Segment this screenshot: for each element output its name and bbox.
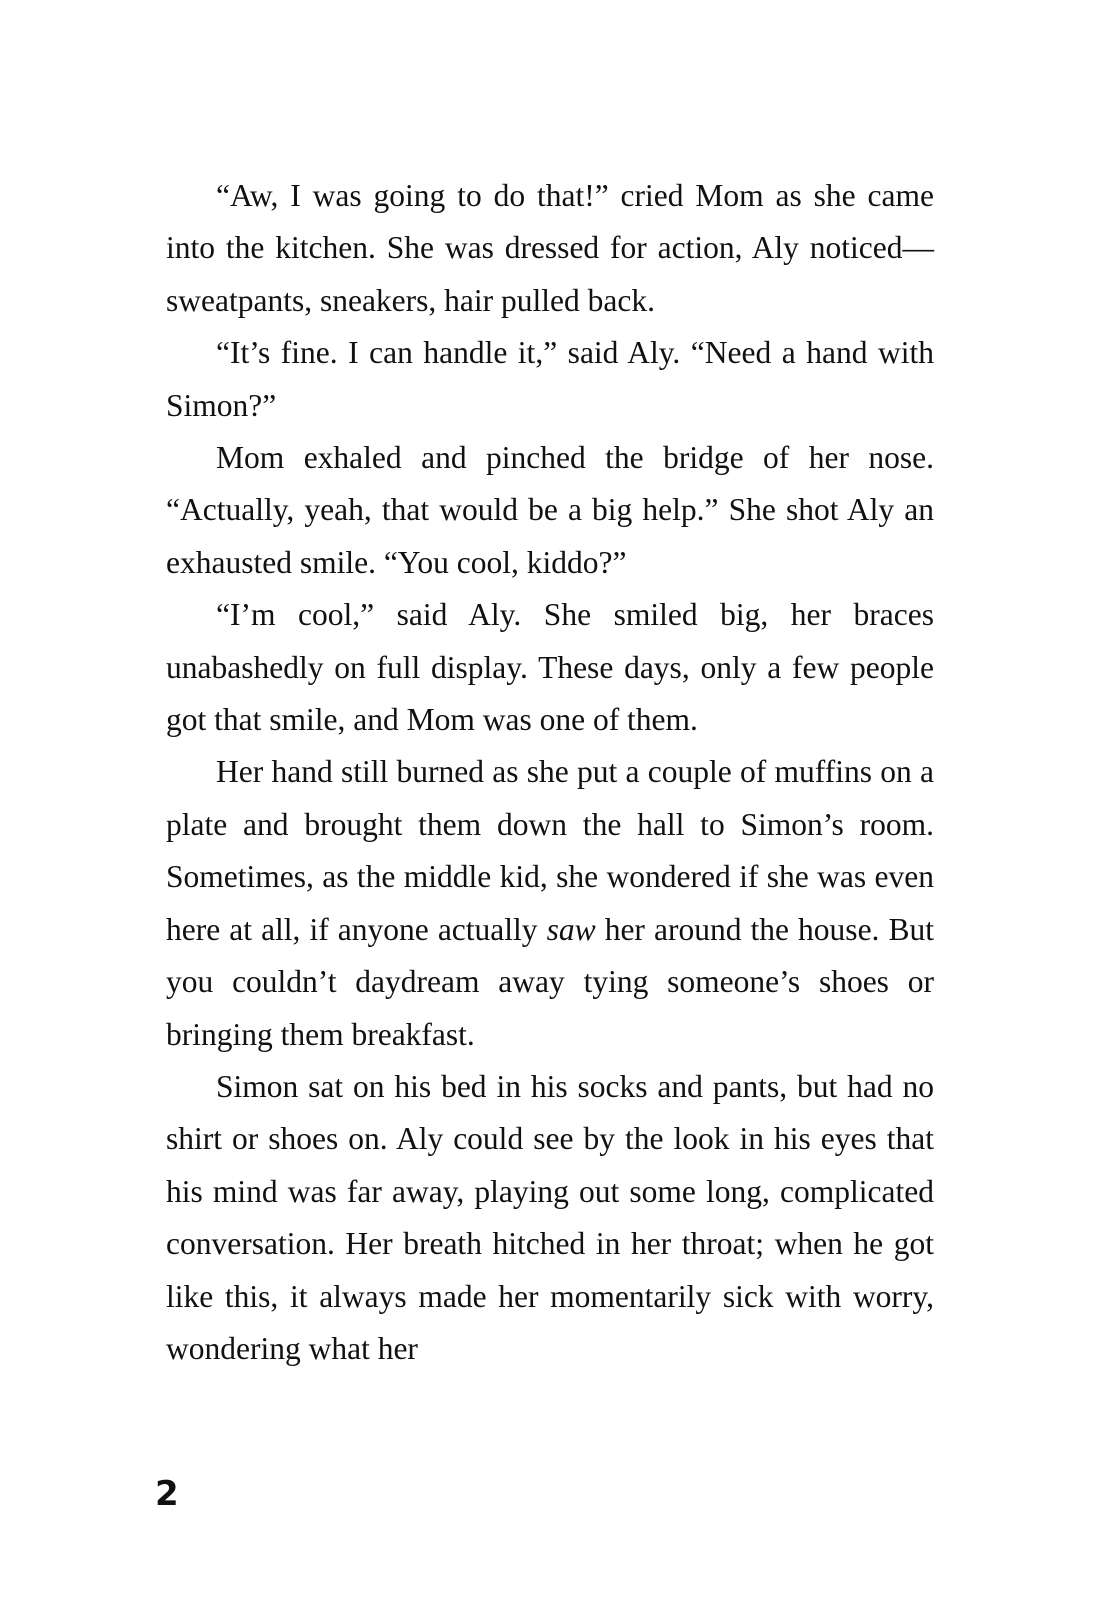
paragraph: Simon sat on his bed in his socks and pants, but had no shirt or shoes on. Aly could see by the look in his eyes that his mind was far away, playing out some long, complicated conversation. Her breath hitched in her throat; when he got like this, it always made her momentarily sick with worry, wondering what her — [166, 1068, 934, 1366]
paragraph: “I’m cool,” said Aly. She smiled big, her braces unabashedly on full display. These days, only a few people got that smile, and Mom was one of them. — [166, 597, 934, 738]
paragraph: “Aw, I was going to do that!” cried Mom as she came into the kitchen. She was dressed for action, Aly noticed—sweatpants, sneakers, hair pulled back. — [166, 178, 934, 318]
paragraph — [166, 746, 934, 1060]
page-number: 2 — [155, 1474, 179, 1514]
body-text — [166, 170, 934, 1375]
paragraph-text: Her hand still burned as she put a couple of muffins on a plate and brought them down the hall to Simon’s room. Sometimes, as the middle kid, she wondered if she was even here at all, if anyone actually — [166, 754, 934, 947]
paragraph: “It’s fine. I can handle it,” said Aly. “Need a hand with Simon?” — [166, 335, 934, 423]
italic-emphasis: saw — [546, 911, 596, 947]
paragraph: Mom exhaled and pinched the bridge of her nose. “Actually, yeah, that would be a big help.” She shot Aly an exhausted smile. “You cool, kiddo?” — [166, 440, 934, 580]
paragraph-text: her around the house. But you couldn’t daydream away tying someone’s shoes or bringing them breakfast. — [166, 911, 934, 1052]
